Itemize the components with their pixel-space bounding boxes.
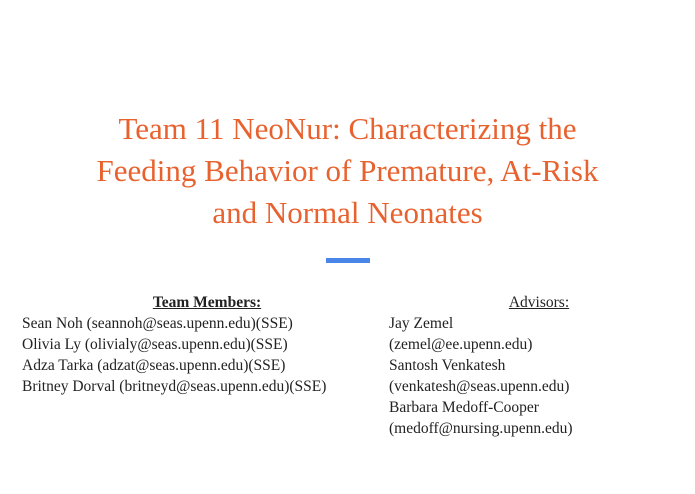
team-members-section — [22, 292, 392, 397]
title-line-1: Team 11 NeoNur: Characterizing the — [118, 111, 577, 146]
advisor-email: (medoff@nursing.upenn.edu) — [389, 420, 573, 437]
team-member: Britney Dorval (britneyd@seas.upenn.edu)(SSE) — [22, 378, 327, 395]
accent-divider — [326, 258, 370, 263]
team-member: Sean Noh (seannoh@seas.upenn.edu)(SSE) — [22, 315, 293, 332]
advisor-email: (zemel@ee.upenn.edu) — [389, 336, 533, 353]
team-member: Adza Tarka (adzat@seas.upenn.edu)(SSE) — [22, 357, 286, 374]
title-line-3: and Normal Neonates — [212, 195, 483, 230]
slide-title — [40, 108, 655, 234]
advisor-email: (venkatesh@seas.upenn.edu) — [389, 378, 570, 395]
advisor-name: Barbara Medoff-Cooper — [389, 399, 539, 416]
title-line-2: Feeding Behavior of Premature, At-Risk — [96, 153, 599, 188]
team-member: Olivia Ly (olivialy@seas.upenn.edu)(SSE) — [22, 336, 288, 353]
advisor-name: Santosh Venkatesh — [389, 357, 506, 374]
advisors-section — [389, 292, 689, 439]
team-members-heading: Team Members: — [152, 294, 262, 311]
advisors-heading: Advisors: — [508, 294, 570, 311]
advisor-name: Jay Zemel — [389, 315, 454, 332]
